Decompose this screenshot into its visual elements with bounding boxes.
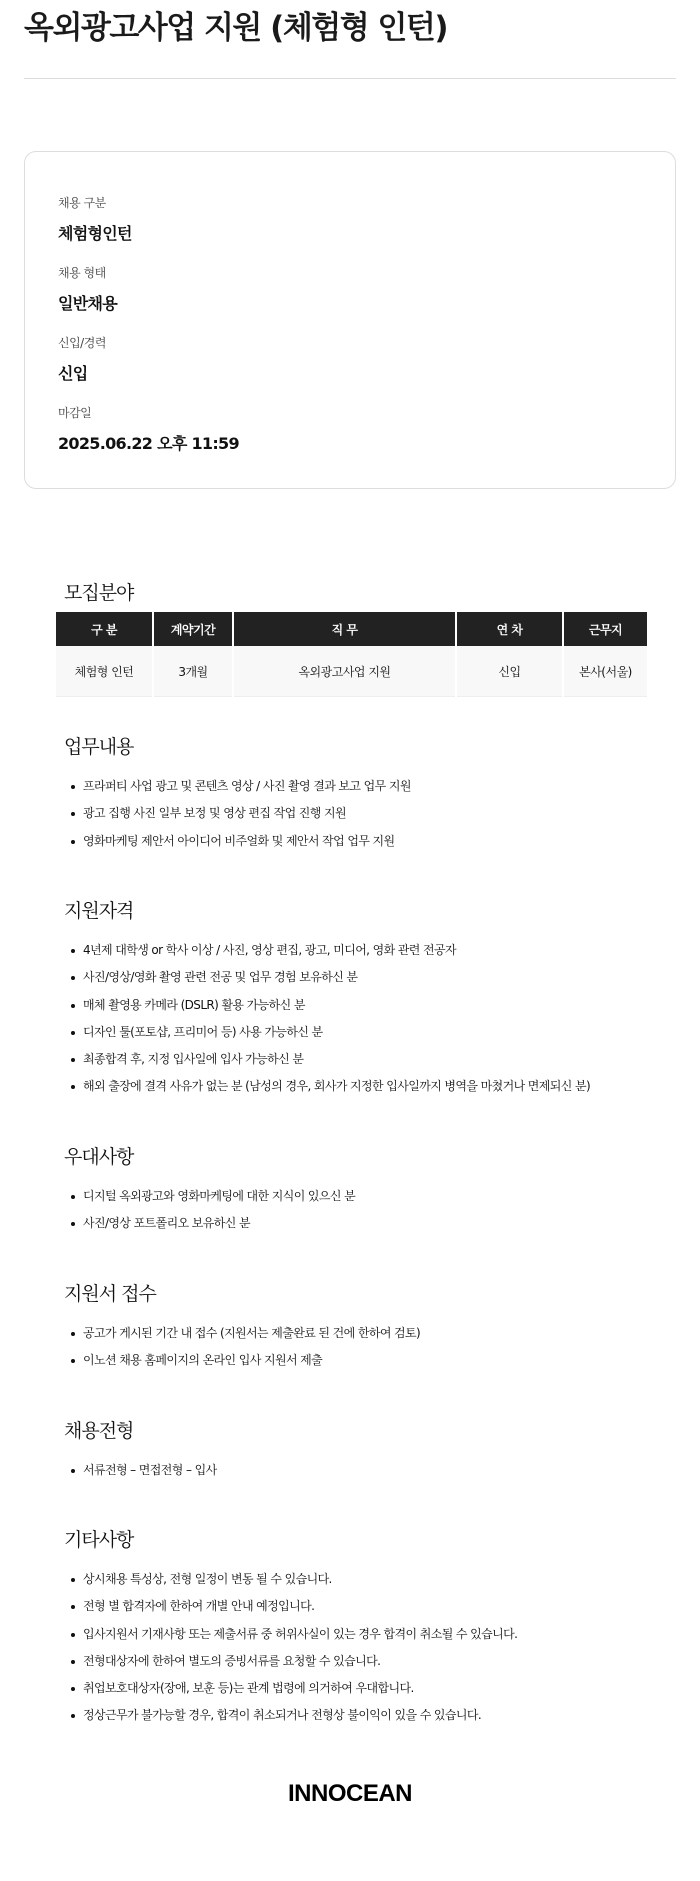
table-cell: 본사(서울)	[564, 646, 647, 697]
list-item: 취업보호대상자(장애, 보훈 등)는 관계 법령에 의거하여 우대합니다.	[71, 1675, 517, 1702]
title-divider	[24, 78, 676, 79]
list-item: 전형 별 합격자에 한하여 개별 안내 예정입니다.	[71, 1593, 517, 1620]
list-item: 사진/영상 포트폴리오 보유하신 분	[71, 1210, 355, 1237]
list-item: 프라퍼티 사업 광고 및 콘텐츠 영상 / 사진 촬영 결과 보고 업무 지원	[71, 773, 411, 800]
list-item: 상시채용 특성상, 전형 일정이 변동 될 수 있습니다.	[71, 1566, 517, 1593]
section-heading-duties: 업무내용	[64, 736, 134, 758]
summary-value: 일반채용	[58, 294, 118, 313]
list-item: 입사지원서 기재사항 또는 제출서류 중 허위사실이 있는 경우 합격이 취소될 수 있습니다.	[71, 1621, 517, 1648]
table-header-cell: 구 분	[56, 612, 152, 646]
innocean-logo: INNOCEAN	[287, 1780, 412, 1807]
summary-career-level	[58, 334, 106, 384]
section-heading-process: 채용전형	[64, 1420, 134, 1442]
duties-list	[71, 773, 411, 855]
section-heading-application: 지원서 접수	[64, 1283, 156, 1305]
list-item: 사진/영상/영화 촬영 관련 전공 및 업무 경험 보유하신 분	[71, 964, 590, 991]
list-item: 서류전형 – 면접전형 – 입사	[71, 1457, 217, 1484]
section-heading-qualifications: 지원자격	[64, 900, 134, 922]
summary-value: 2025.06.22 오후 11:59	[58, 434, 239, 453]
summary-recruit-type	[58, 194, 132, 244]
summary-value: 신입	[58, 364, 88, 383]
process-list	[71, 1457, 217, 1484]
table-header-cell: 직 무	[234, 612, 455, 646]
table-header-cell: 근무지	[564, 612, 647, 646]
summary-employment-type	[58, 264, 117, 314]
summary-label: 채용 형태	[58, 266, 106, 280]
summary-value: 체험형인턴	[58, 224, 132, 243]
section-heading-recruitment-field: 모집분야	[64, 582, 134, 604]
table-cell: 신입	[457, 646, 562, 697]
list-item: 디지털 옥외광고와 영화마케팅에 대한 지식이 있으신 분	[71, 1183, 355, 1210]
summary-label: 채용 구분	[58, 196, 106, 210]
list-item: 4년제 대학생 or 학사 이상 / 사진, 영상 편집, 광고, 미디어, 영화 관련 전공자	[71, 937, 590, 964]
summary-label: 신입/경력	[58, 336, 106, 350]
table-header-cell: 연 차	[457, 612, 562, 646]
list-item: 공고가 게시된 기간 내 접수 (지원서는 제출완료 된 건에 한하여 검토)	[71, 1320, 420, 1347]
list-item: 디자인 툴(포토샵, 프리미어 등) 사용 가능하신 분	[71, 1019, 590, 1046]
job-summary-card	[24, 151, 676, 489]
list-item: 광고 집행 사진 일부 보정 및 영상 편집 작업 진행 지원	[71, 800, 411, 827]
table-header-row	[56, 612, 647, 646]
list-item: 매체 촬영용 카메라 (DSLR) 활용 가능하신 분	[71, 992, 590, 1019]
list-item: 해외 출장에 결격 사유가 없는 분 (남성의 경우, 회사가 지정한 입사일까지 병역을 마쳤거나 면제되신 분)	[71, 1073, 590, 1100]
list-item: 정상근무가 불가능할 경우, 합격이 취소되거나 전형상 불이익이 있을 수 있습니다.	[71, 1702, 517, 1729]
table-header-cell: 계약기간	[154, 612, 232, 646]
section-heading-preferences: 우대사항	[64, 1146, 134, 1168]
summary-deadline	[58, 404, 239, 454]
section-heading-other: 기타사항	[64, 1529, 134, 1551]
list-item: 최종합격 후, 지정 입사일에 입사 가능하신 분	[71, 1046, 590, 1073]
other-notes-list	[71, 1566, 517, 1730]
list-item: 이노션 채용 홈페이지의 온라인 입사 지원서 제출	[71, 1347, 420, 1374]
table-cell: 옥외광고사업 지원	[234, 646, 455, 697]
qualifications-list	[71, 937, 590, 1101]
table-row	[56, 646, 647, 697]
preferences-list	[71, 1183, 355, 1238]
list-item: 영화마케팅 제안서 아이디어 비주얼화 및 제안서 작업 업무 지원	[71, 828, 411, 855]
page-title: 옥외광고사업 지원 (체험형 인턴)	[24, 10, 448, 46]
summary-label: 마감일	[58, 406, 92, 420]
recruitment-table	[54, 612, 649, 697]
table-cell: 체험형 인턴	[56, 646, 152, 697]
list-item: 전형대상자에 한하여 별도의 증빙서류를 요청할 수 있습니다.	[71, 1648, 517, 1675]
application-list	[71, 1320, 420, 1375]
table-cell: 3개월	[154, 646, 232, 697]
